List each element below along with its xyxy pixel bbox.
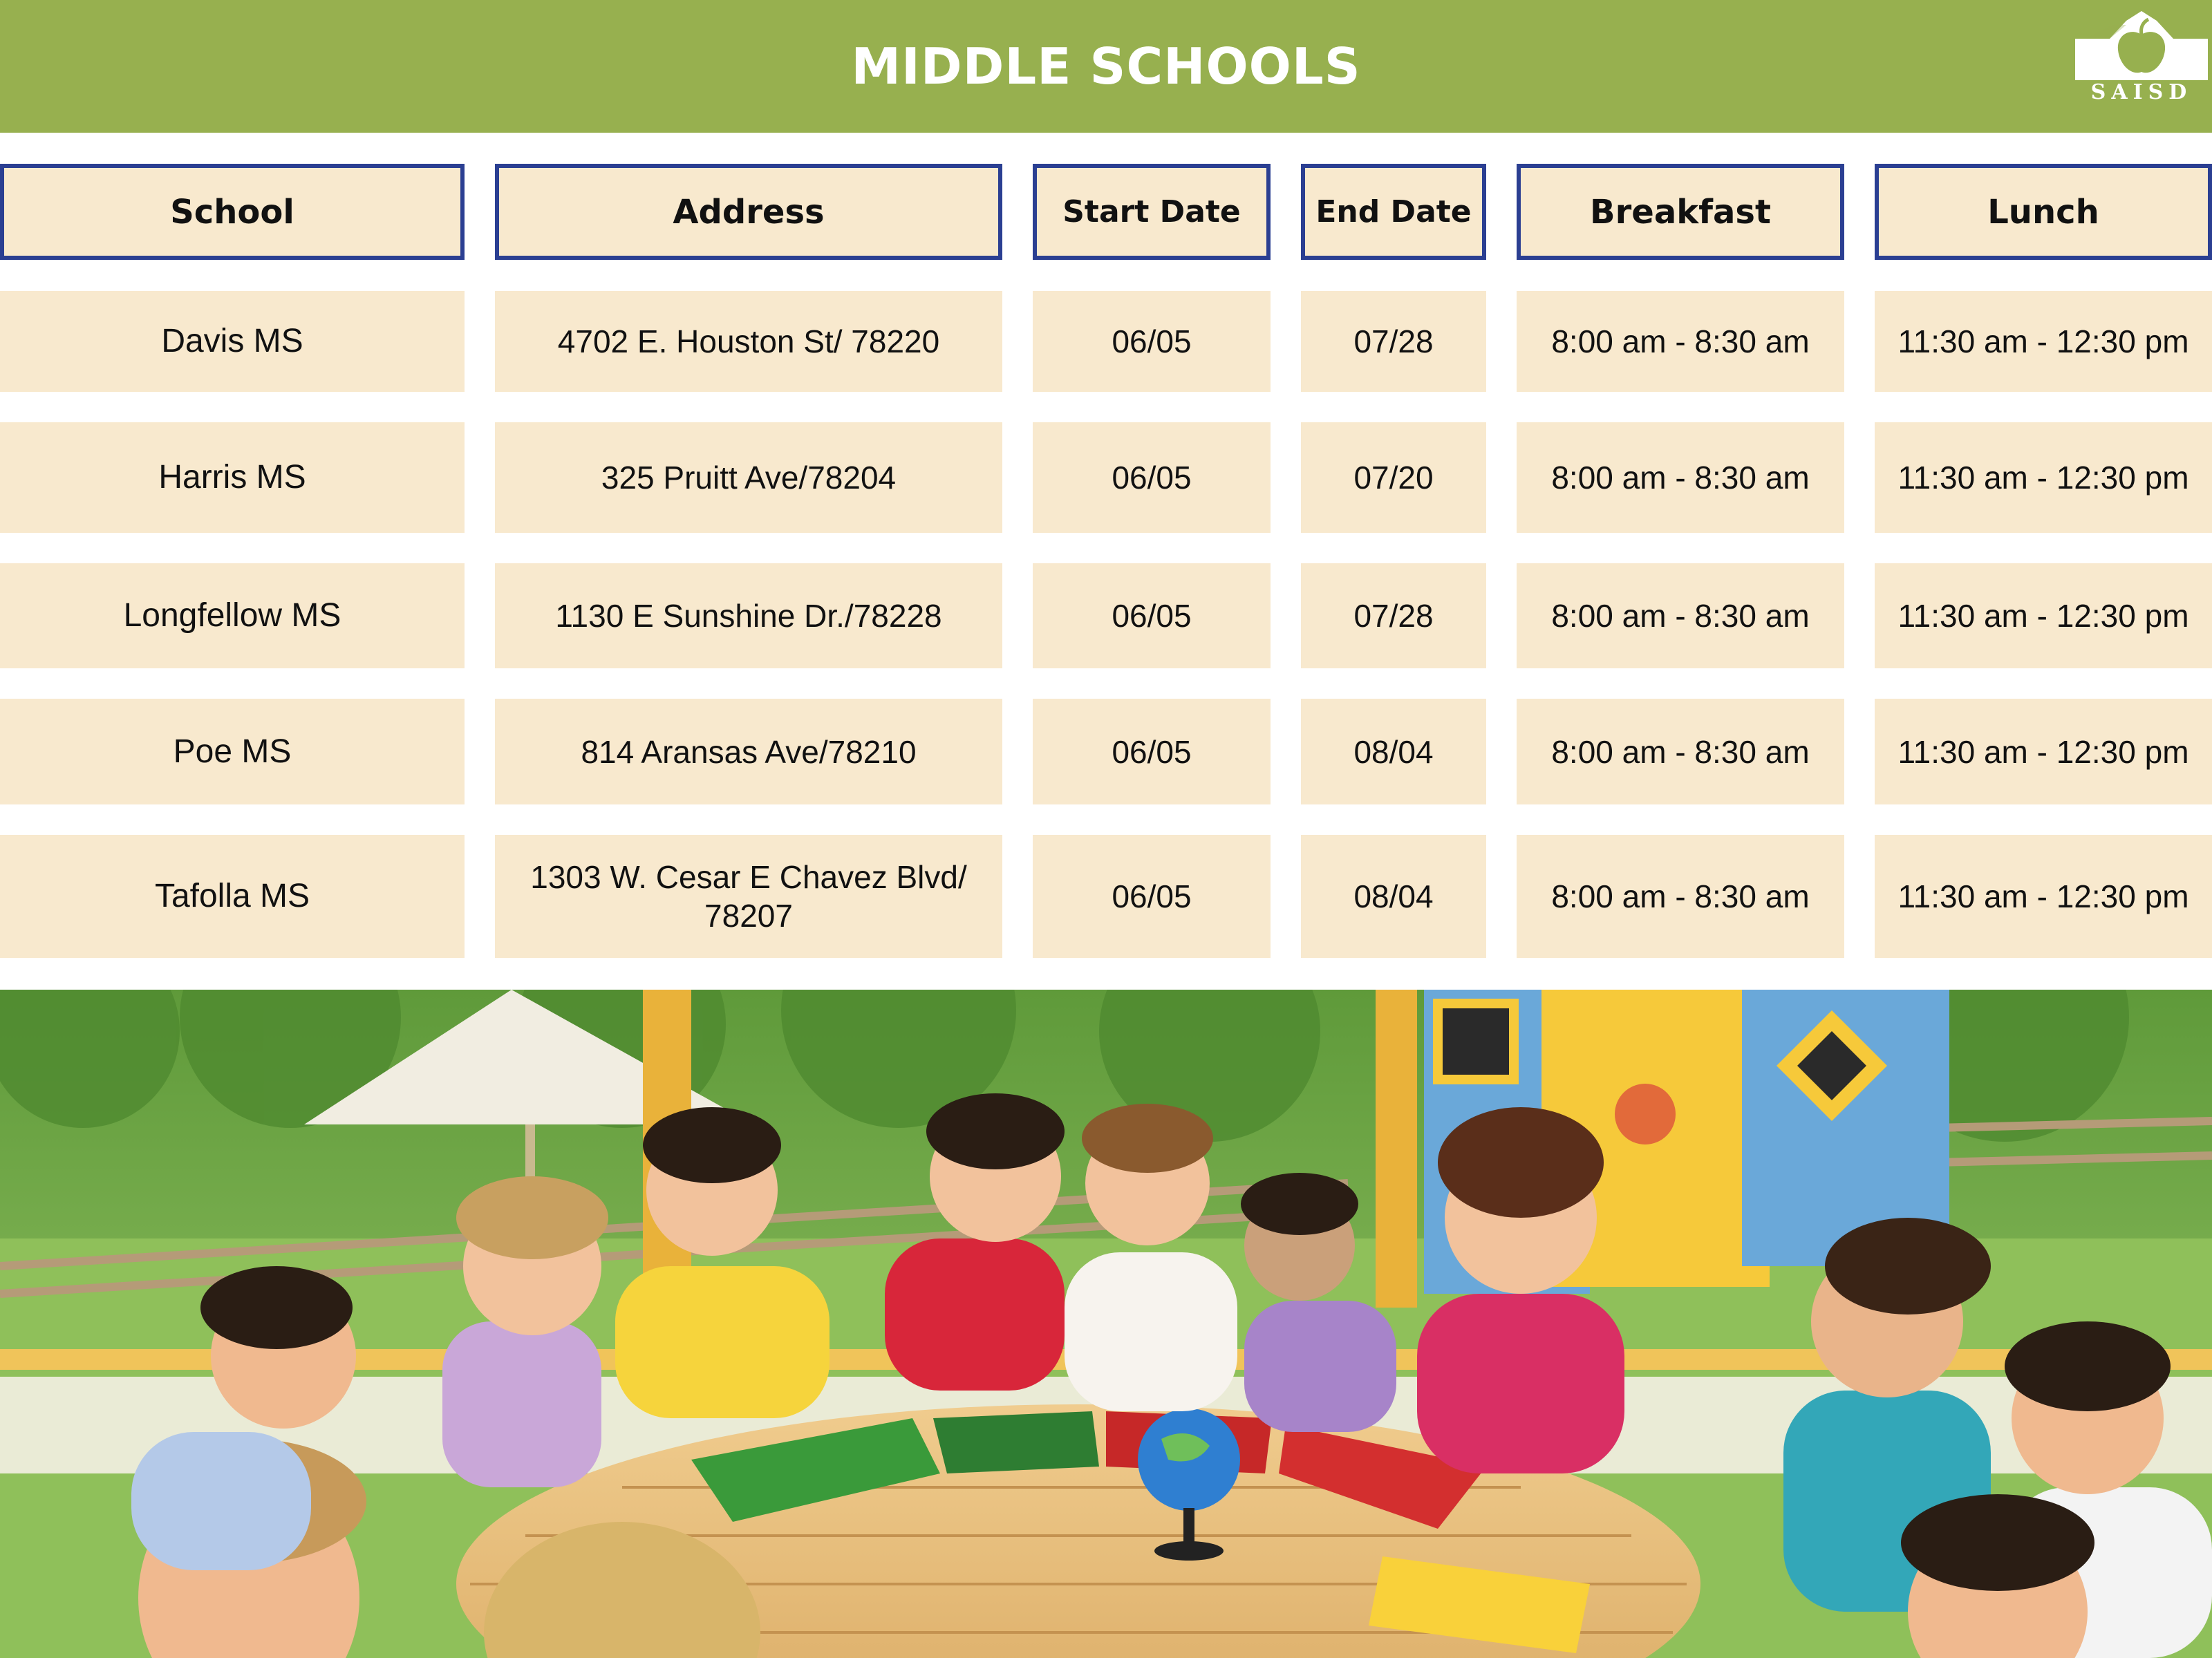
column-header-school: School (0, 164, 465, 260)
column-header-address: Address (495, 164, 1002, 260)
lunch-cell: 11:30 am - 12:30 pm (1875, 291, 2212, 392)
apple-schoolhouse-icon (2071, 7, 2212, 83)
end-date-cell: 08/04 (1301, 835, 1486, 958)
header-banner (0, 0, 2212, 133)
breakfast-cell: 8:00 am - 8:30 am (1517, 699, 1844, 804)
end-date-cell: 07/28 (1301, 291, 1486, 392)
column-header-end-date: End Date (1301, 164, 1486, 260)
address-cell: 1130 E Sunshine Dr./78228 (495, 563, 1002, 668)
end-date-cell: 07/20 (1301, 422, 1486, 533)
lunch-cell: 11:30 am - 12:30 pm (1875, 835, 2212, 958)
end-date-cell: 07/28 (1301, 563, 1486, 668)
breakfast-cell: 8:00 am - 8:30 am (1517, 835, 1844, 958)
lunch-cell: 11:30 am - 12:30 pm (1875, 422, 2212, 533)
address-cell: 814 Aransas Ave/78210 (495, 699, 1002, 804)
school-name-cell: Tafolla MS (0, 835, 465, 958)
school-name-cell: Harris MS (0, 422, 465, 533)
lunch-cell: 11:30 am - 12:30 pm (1875, 699, 2212, 804)
saisd-logo (2071, 7, 2212, 104)
start-date-cell: 06/05 (1033, 563, 1271, 668)
breakfast-cell: 8:00 am - 8:30 am (1517, 422, 1844, 533)
address-cell: 4702 E. Houston St/ 78220 (495, 291, 1002, 392)
address-cell: 1303 W. Cesar E Chavez Blvd/ 78207 (495, 835, 1002, 958)
page-title: MIDDLE SCHOOLS (851, 37, 1361, 95)
address-cell: 325 Pruitt Ave/78204 (495, 422, 1002, 533)
start-date-cell: 06/05 (1033, 835, 1271, 958)
start-date-cell: 06/05 (1033, 291, 1271, 392)
school-name-cell: Davis MS (0, 291, 465, 392)
lunch-cell: 11:30 am - 12:30 pm (1875, 563, 2212, 668)
children-gazebo-photo (0, 990, 2212, 1658)
end-date-cell: 08/04 (1301, 699, 1486, 804)
column-header-start-date: Start Date (1033, 164, 1271, 260)
column-header-breakfast: Breakfast (1517, 164, 1844, 260)
start-date-cell: 06/05 (1033, 699, 1271, 804)
breakfast-cell: 8:00 am - 8:30 am (1517, 291, 1844, 392)
school-name-cell: Poe MS (0, 699, 465, 804)
logo-text: SAISD (2090, 80, 2193, 104)
start-date-cell: 06/05 (1033, 422, 1271, 533)
photo-illustration (0, 990, 2212, 1658)
breakfast-cell: 8:00 am - 8:30 am (1517, 563, 1844, 668)
school-name-cell: Longfellow MS (0, 563, 465, 668)
column-header-lunch: Lunch (1875, 164, 2212, 260)
